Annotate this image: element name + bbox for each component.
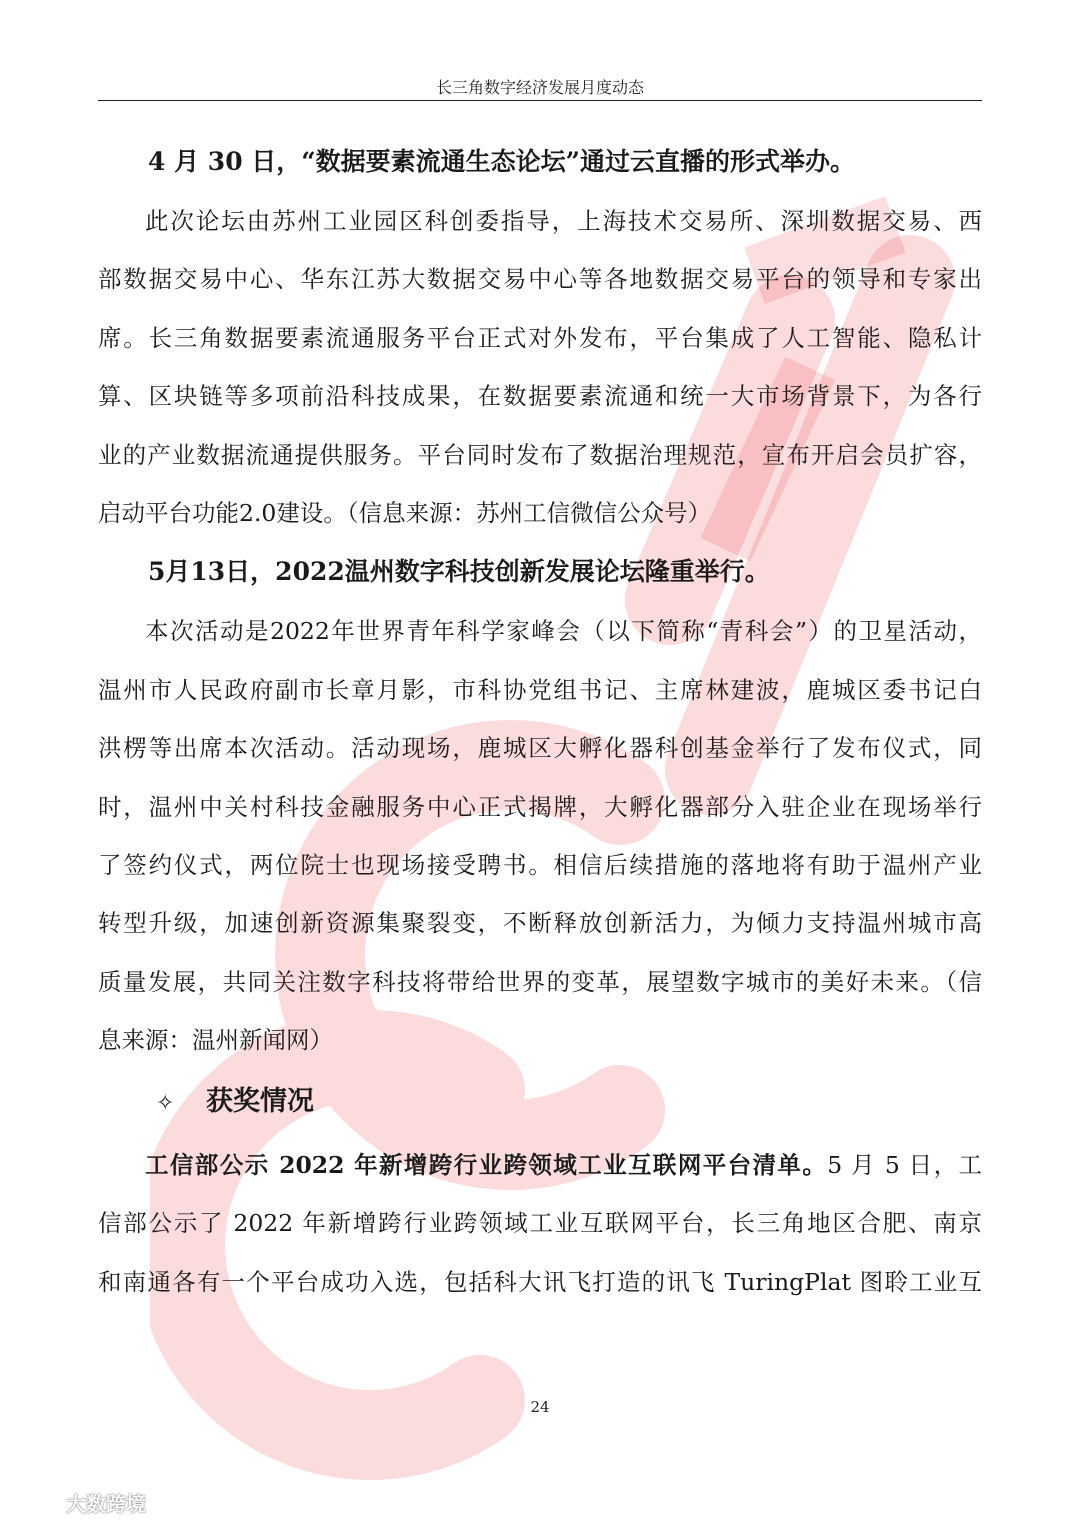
wenzhou-paragraph-line: 质量发展，共同关注数字科技将带给世界的变革，展望数字城市的美好未来。（信	[98, 967, 982, 996]
forum-heading: 4 月 30 日，“数据要素流通生态论坛”通过云直播的形式举办。	[148, 147, 856, 176]
wenzhou-paragraph-line: 温州市人民政府副市长章月影，市科协党组书记、主席林建波，鹿城区委书记白	[98, 675, 982, 704]
forum-paragraph-line: 席。长三角数据要素流通服务平台正式对外发布，平台集成了人工智能、隐私计	[98, 323, 982, 352]
forum-paragraph-line: 启动平台功能2.0建设。（信息来源：苏州工信微信公众号）	[98, 499, 712, 528]
wenzhou-paragraph-line: 时，温州中关村科技金融服务中心正式揭牌，大孵化器部分入驻企业在现场举行	[98, 792, 982, 821]
awards-paragraph-line: 和南通各有一个平台成功入选，包括科大讯飞打造的讯飞 TuringPlat 图聆工业互	[98, 1267, 982, 1296]
awards-section-heading	[98, 1070, 982, 1136]
forum-paragraph-line: 业的产业数据流通提供服务。平台同时发布了数据治理规范，宣布开启会员扩容，	[98, 440, 982, 469]
eye-logo-icon	[22, 1490, 62, 1514]
awards-paragraph-line: 信部公示了 2022 年新增跨行业跨领域工业互联网平台，长三角地区合肥、南京	[98, 1209, 982, 1238]
wenzhou-paragraph-line: 了签约仪式，两位院士也现场接受聘书。相信后续措施的落地将有助于温州产业	[98, 851, 982, 880]
awards-lead-tail: 5 月 5 日，工	[827, 1150, 982, 1179]
page-body	[98, 132, 982, 1311]
brand-watermark	[22, 1488, 146, 1516]
forum-paragraph-line: 算、区块链等多项前沿科技成果，在数据要素流通和统一大市场背景下，为各行	[98, 382, 982, 411]
wenzhou-paragraph-line: 息来源：温州新闻网）	[98, 1026, 333, 1055]
header-divider	[98, 100, 982, 101]
wenzhou-paragraph-line: 洪楞等出席本次活动。活动现场，鹿城区大孵化器科创基金举行了发布仪式，同	[98, 734, 982, 763]
wenzhou-paragraph-line: 本次活动是2022年世界青年科学家峰会（以下简称“青科会”）的卫星活动，	[145, 617, 982, 646]
awards-lead-text: 工信部公示 2022 年新增跨行业跨领域工业互联网平台清单。	[145, 1150, 828, 1179]
running-header: 长三角数字经济发展月度动态	[435, 78, 644, 97]
sparkle-diamond-icon: ✧	[156, 1090, 175, 1116]
forum-paragraph-line: 部数据交易中心、华东江苏大数据交易中心等各地数据交易平台的领导和专家出	[98, 265, 982, 294]
awards-section-title: 获奖情况	[206, 1085, 314, 1117]
awards-paragraph-line	[98, 1136, 982, 1194]
forum-paragraph-line: 此次论坛由苏州工业园区科创委指导，上海技术交易所、深圳数据交易、西	[145, 207, 982, 235]
brand-text: 大数跨境	[66, 1491, 146, 1516]
wenzhou-paragraph-line: 转型升级，加速创新资源集聚裂变，不断释放创新活力，为倾力支持温州城市高	[98, 909, 982, 938]
page-number: 24	[530, 1398, 550, 1416]
wenzhou-heading: 5月13日，2022温州数字科技创新发展论坛隆重举行。	[148, 557, 770, 587]
